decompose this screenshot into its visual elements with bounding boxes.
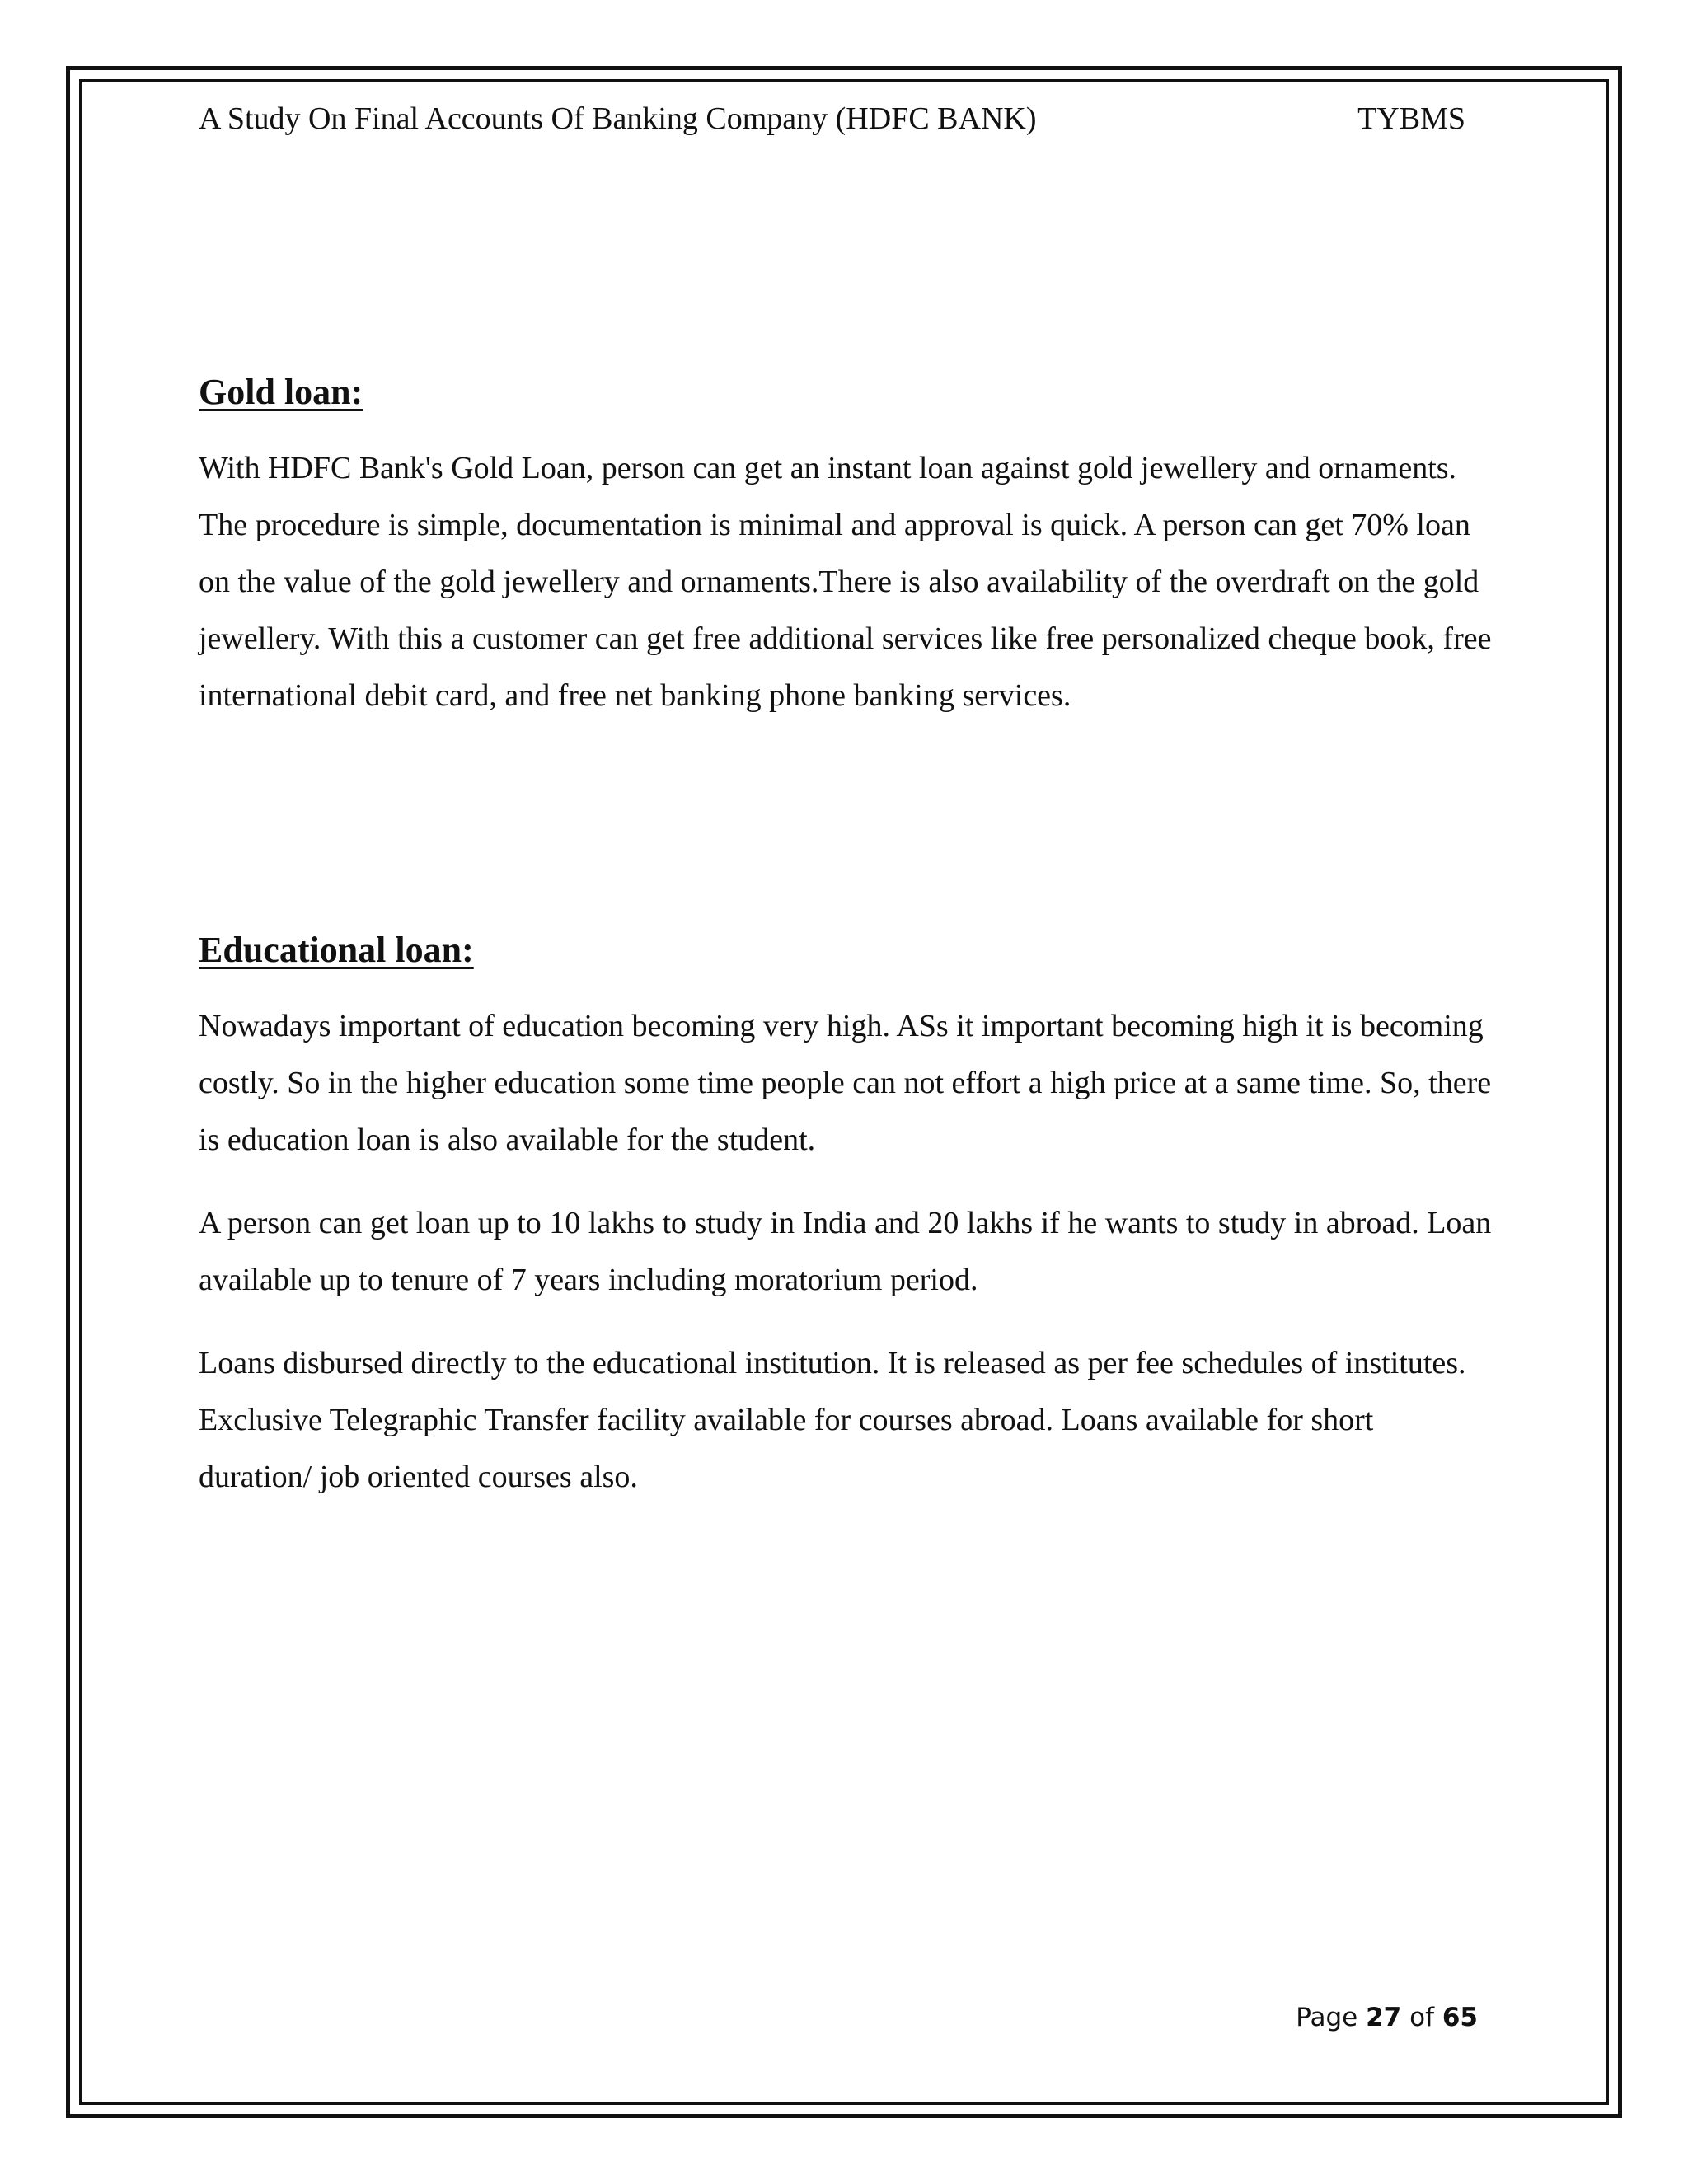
page-label: Page [1296, 2003, 1358, 2032]
section-heading-educational-loan: Educational loan: [199, 930, 474, 970]
section-gold-loan [199, 369, 1493, 724]
paragraph: With HDFC Bank's Gold Loan, person can get an instant loan against gold jewellery and ornaments. The procedure is simple, documentation is minimal and approval is quick. A person can get 70% loan on the value of the gold jewellery and ornaments.There is also availability of the overdraft on the gold jewellery. With this a customer can get free additional services like free personalized cheque book, free international debit card, and free net banking phone banking services. [199, 451, 1492, 713]
page-number [1296, 2001, 1478, 2034]
paragraph: A person can get loan up to 10 lakhs to study in India and 20 lakhs if he wants to study in abroad. Loan available up to tenure of 7 years including moratorium period. [199, 1206, 1492, 1297]
page-of-label: of [1409, 2003, 1434, 2032]
header-document-title: A Study On Final Accounts Of Banking Company (HDFC BANK) [199, 101, 1037, 136]
page-total: 65 [1442, 2003, 1478, 2032]
paragraph: Loans disbursed directly to the educational institution. It is released as per fee schedules of institutes. Exclusive Telegraphic Transfer facility available for courses abroad. Loans available for short duration/ job oriented courses also. [199, 1346, 1466, 1494]
section-heading-gold-loan: Gold loan: [199, 372, 363, 412]
section-educational-loan [199, 927, 1493, 1506]
header-course-label: TYBMS [1357, 101, 1465, 136]
paragraph: Nowadays important of education becoming very high. ASs it important becoming high it is becoming costly. So in the higher education some time people can not effort a high price at a same time. So, there is education loan is also available for the student. [199, 1009, 1492, 1157]
page-current: 27 [1366, 2003, 1402, 2032]
